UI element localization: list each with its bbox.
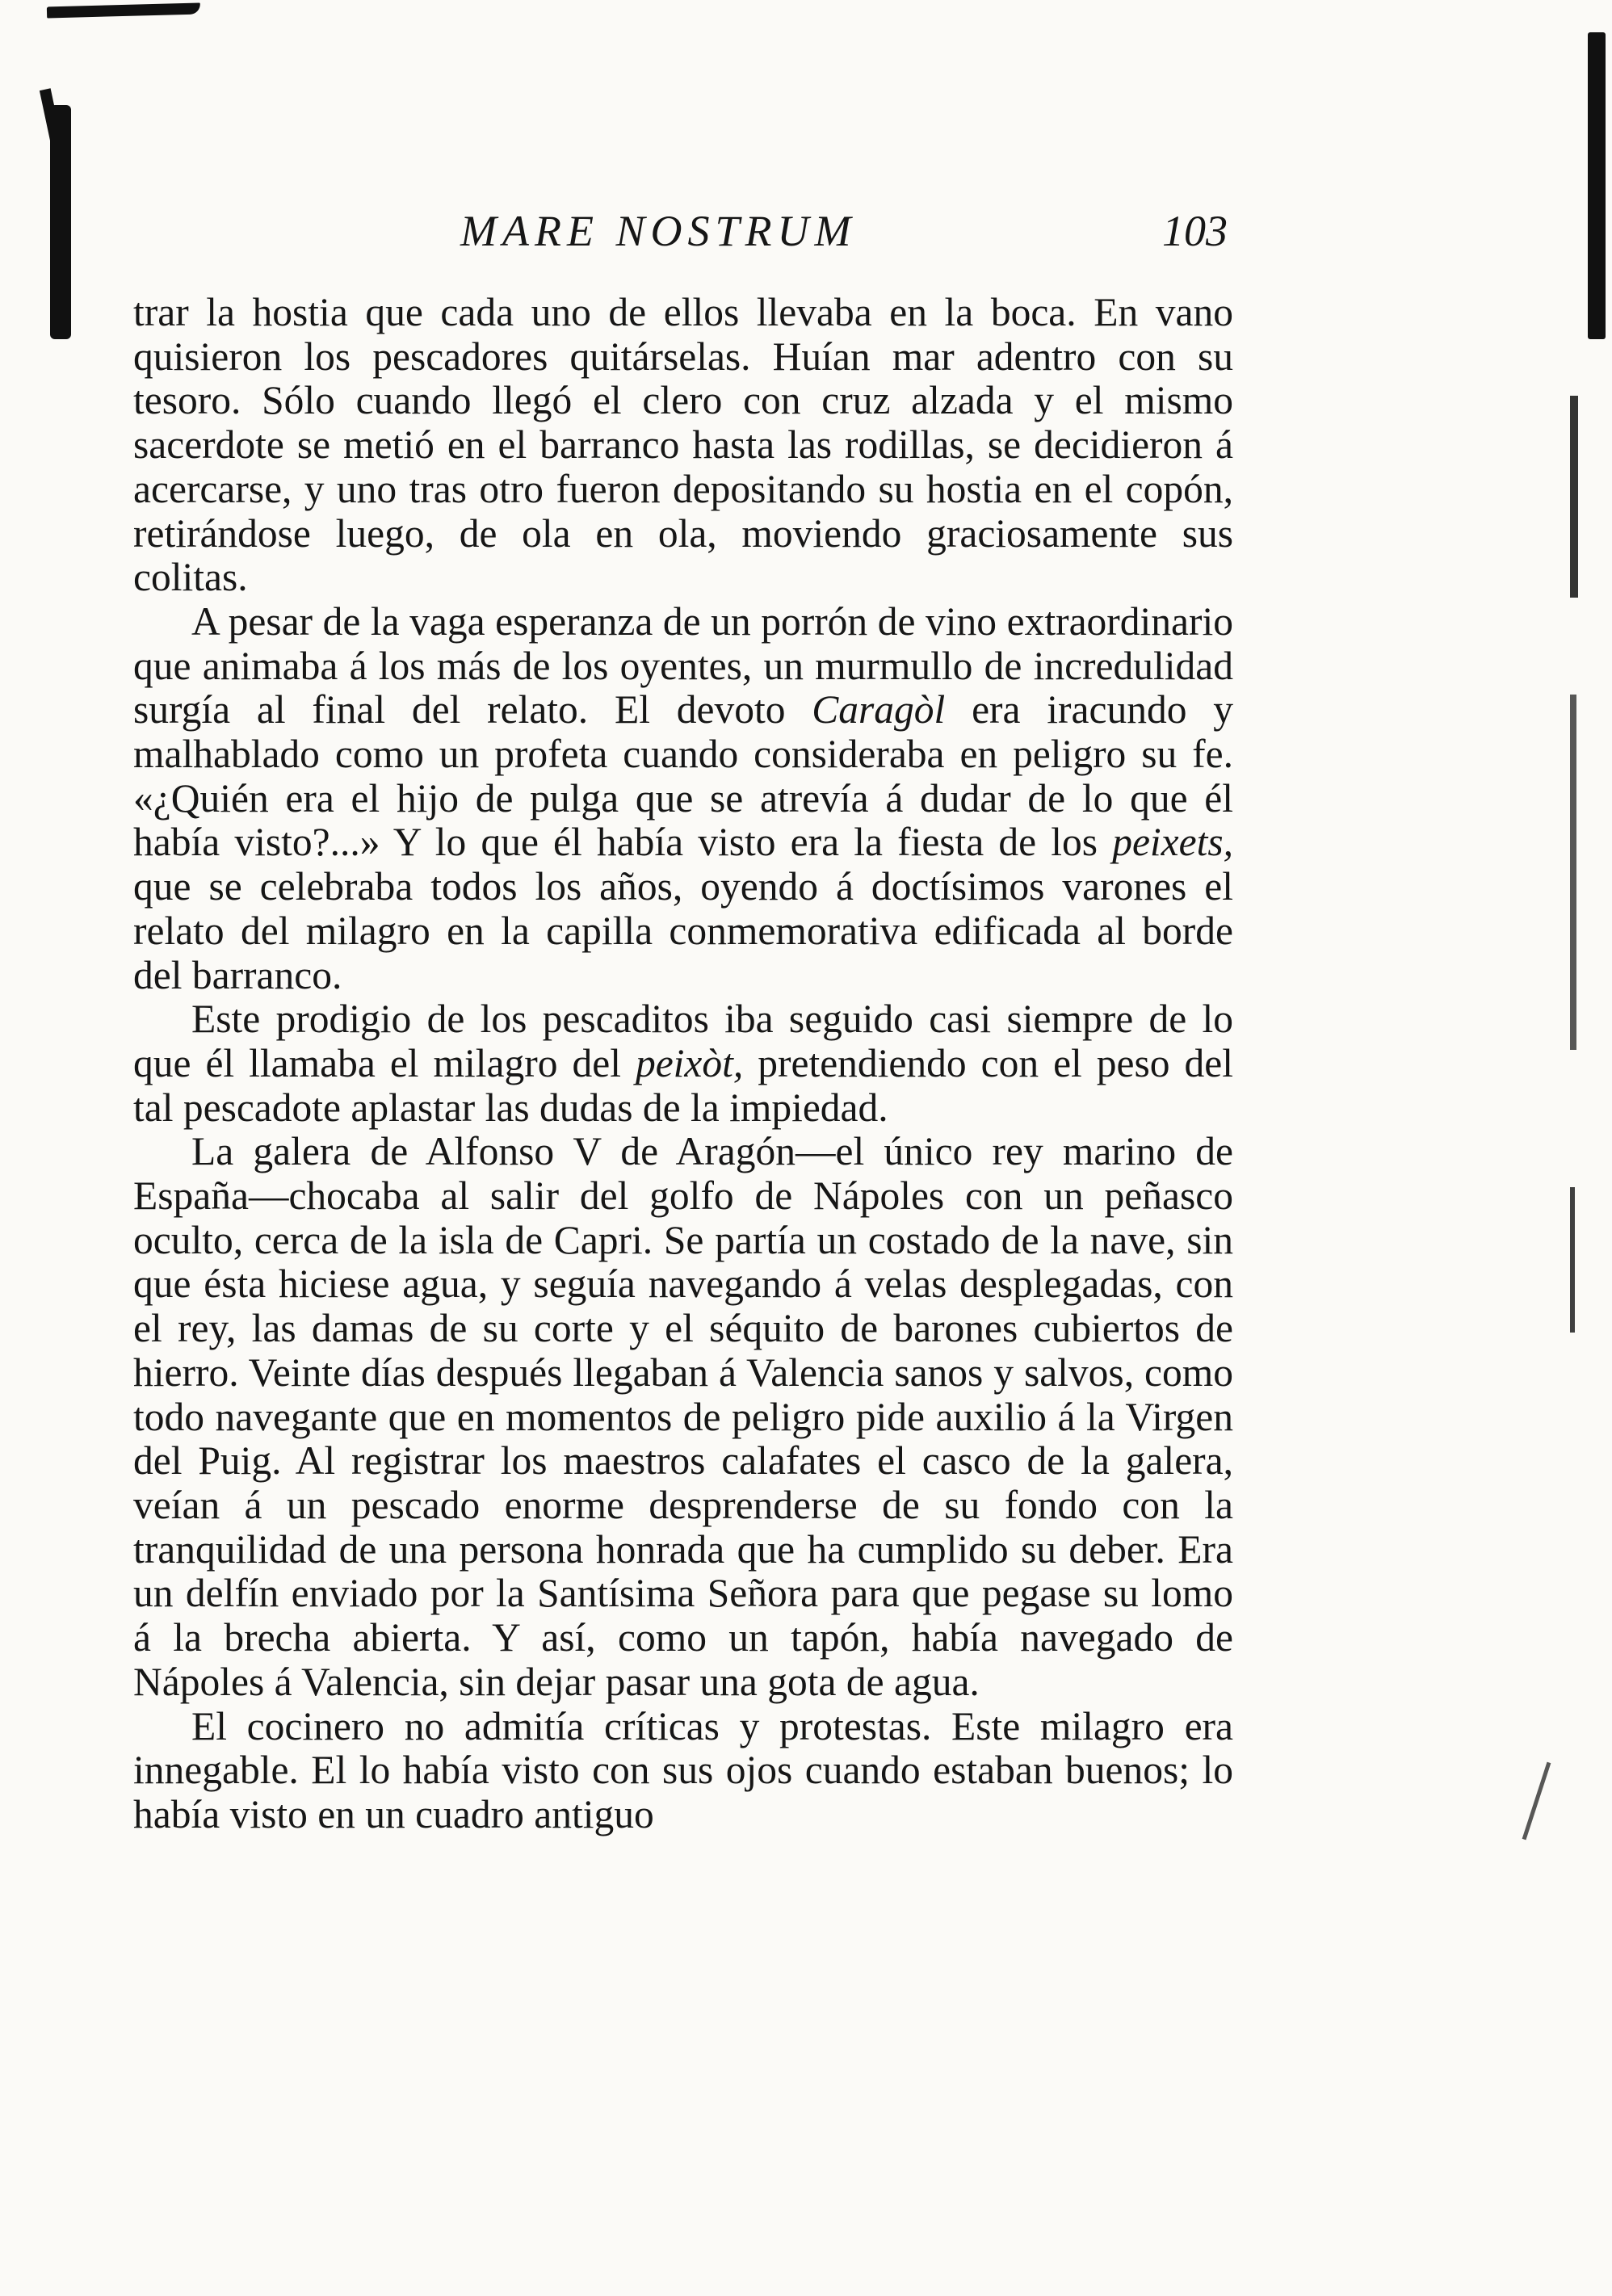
paragraph-1 <box>133 291 1233 600</box>
page-header <box>137 206 1228 271</box>
paragraph-text: La galera de Alfonso V de Aragón—el único rey marino de España—chocaba al salir del golfo de Nápoles con un peñasco oculto, cerca de la isla de Capri. Se partía un costado de la nave, sin que ésta hiciese agua, y seguía navegando á velas desplegadas, con el rey, las damas de su corte y el séquito de barones cubiertos de hierro. Veinte días después llegaban á Valencia sanos y salvos, como todo navegante que en momentos de peligro pide auxilio á la Virgen del Puig. Al registrar los maestros calafates el casco de la galera, veían á un pescado enorme desprenderse de su fondo con la tranquilidad de una persona honrada que ha cumplido su deber. Era un delfín enviado por la Santísima Señora para que pegase su lomo á la brecha abierta. Y así, como un tapón, había navegado de Nápoles á Valencia, sin dejar pasar una gota de agua. <box>133 1129 1233 1704</box>
page-number: 103 <box>1162 207 1228 255</box>
paragraph-text: era iracundo y malhablado como un profeta cuando consideraba en peligro su fe. «¿Quién era el hijo de pulga que se atrevía á dudar de lo que él había visto?...» Y lo que él había visto era la fiesta de los <box>133 687 1234 865</box>
paragraph-text: que se celebraba todos los años, oyendo á doctísimos varones el relato del milagro en la capilla conmemorativa edificada al borde del barranco. <box>133 864 1233 997</box>
paragraph-text: pretendiendo con el peso del tal pescadote aplastar las dudas de la impiedad. <box>133 1040 1233 1130</box>
scan-edge-mark <box>1588 32 1606 339</box>
body-text <box>133 291 1233 1837</box>
paragraph-text: El cocinero no admitía críticas y protestas. Este milagro era innegable. El lo había visto con sus ojos cuando estaban buenos; lo había visto en un cuadro antiguo <box>133 1703 1233 1836</box>
paragraph-text: A pesar de la vaga esperanza de un porrón de vino extraordinario que animaba á los más de los oyentes, un murmullo de incredulidad surgía al final del relato. El devoto <box>133 598 1233 732</box>
scan-edge-mark <box>47 3 200 19</box>
paragraph-4 <box>133 1130 1233 1704</box>
scan-edge-mark <box>50 105 71 339</box>
paragraph-3 <box>133 997 1233 1130</box>
italic-term: Caragòl <box>812 687 946 732</box>
italic-term: peixòt, <box>635 1040 744 1085</box>
paragraph-2 <box>133 600 1233 997</box>
running-title: MARE NOSTRUM <box>460 207 857 255</box>
paragraph-text: trar la hostia que cada uno de ellos llevaba en la boca. En vano quisieron los pescadores quitárselas. Huían mar adentro con su tesoro. Sólo cuando llegó el clero con cruz alzada y el mismo sacerdote se metió en el barranco hasta las rodillas, se decidieron á acercarse, y uno tras otro fueron depositando su hostia en el copón, retirándose luego, de ola en ola, moviendo graciosamente sus colitas. <box>133 290 1233 600</box>
scan-edge-mark <box>1522 1762 1551 1841</box>
italic-term: peixets, <box>1112 820 1233 865</box>
scan-edge-mark <box>1570 695 1576 1050</box>
scan-edge-mark <box>1570 396 1578 598</box>
scan-edge-mark <box>1570 1187 1575 1333</box>
paragraph-5 <box>133 1705 1233 1837</box>
paragraph-text: Este prodigio de los pescaditos iba seguido casi siempre de lo que él llamaba el milagro del <box>133 997 1233 1085</box>
